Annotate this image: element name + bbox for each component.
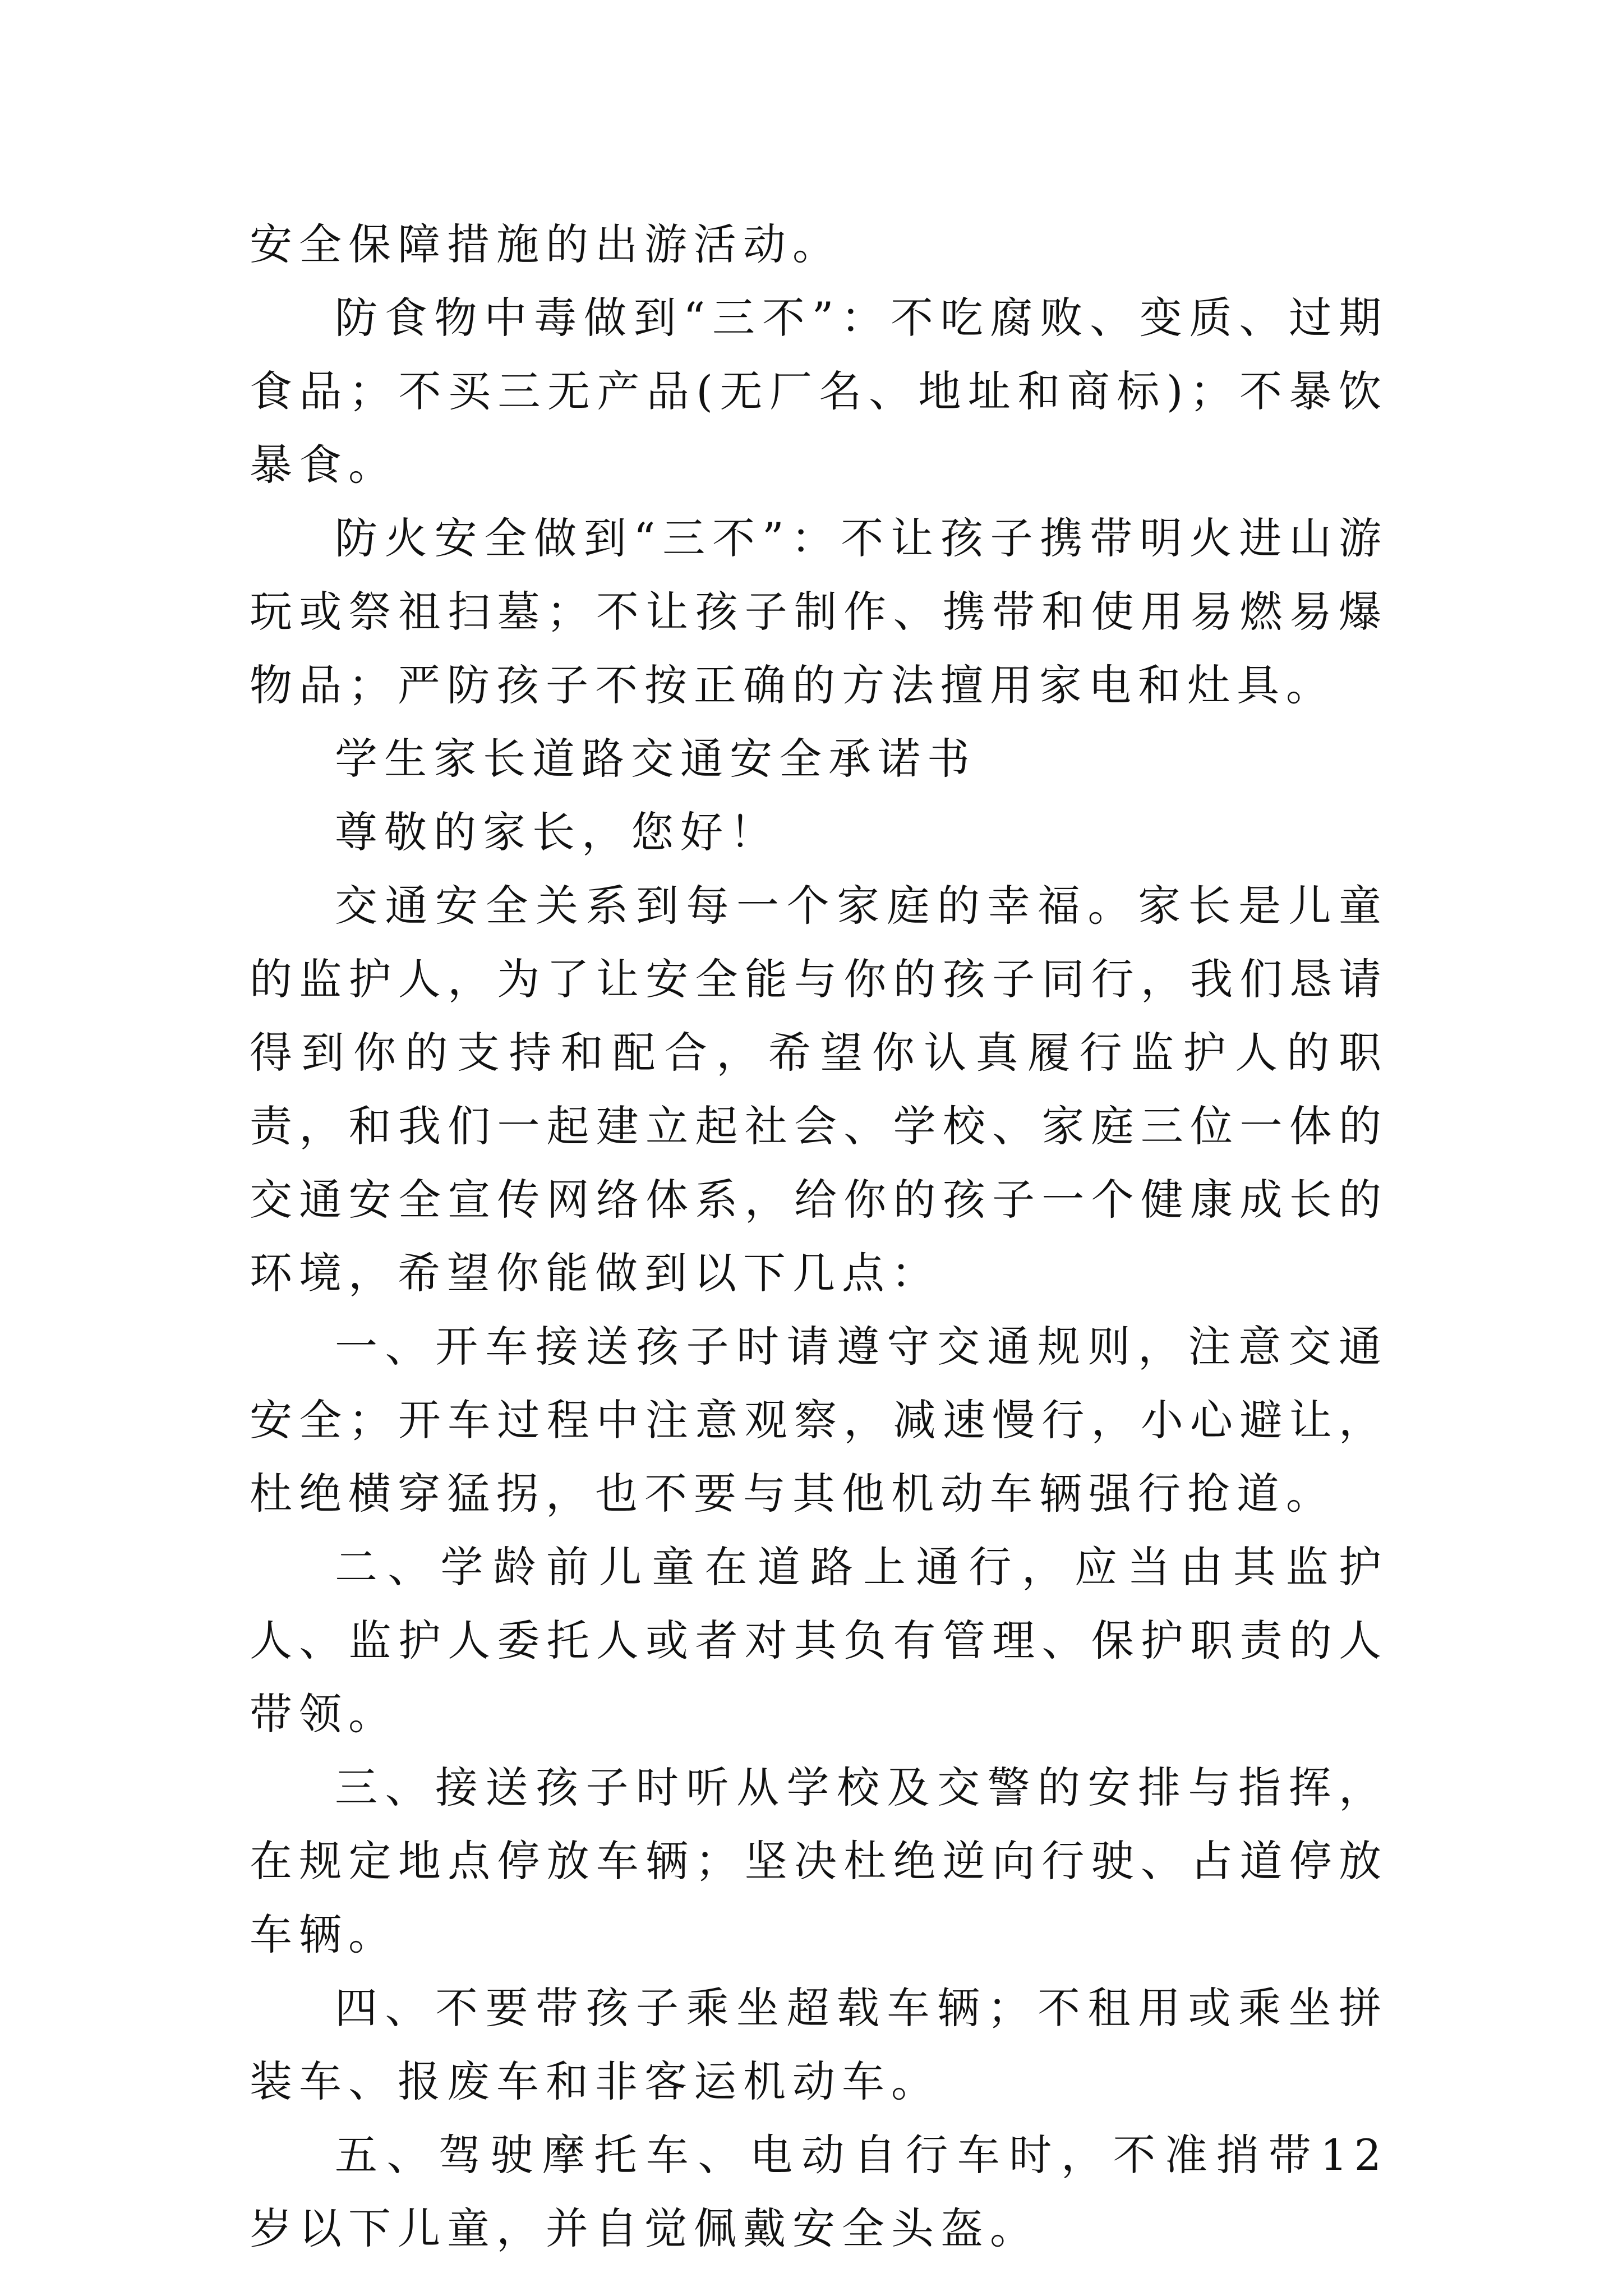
list-item-3: 三、接送孩子时听从学校及交警的安排与指挥，在规定地点停放车辆；坚决杜绝逆向行驶、占道停放车辆。 (250, 1763, 1388, 1959)
list-item-2: 二、学龄前儿童在道路上通行，应当由其监护人、监护人委托人或者对其负有管理、保护职责的人带领。 (250, 1542, 1388, 1739)
section-heading: 学生家长道路交通安全承诺书 (335, 734, 976, 784)
list-item-1: 一、开车接送孩子时请遵守交通规则，注意交通安全；开车过程中注意观察，减速慢行，小心避让，杜绝横穿猛拐，也不要与其他机动车辆强行抢道。 (250, 1322, 1388, 1519)
paragraph-food-poisoning: 防食物中毒做到“三不”：不吃腐败、变质、过期食品；不买三无产品(无厂名、地址和商标)；不暴饮暴食。 (250, 293, 1388, 490)
document-body (250, 208, 1388, 2265)
salutation: 尊敬的家长，您好！ (335, 807, 779, 857)
paragraph-fire-safety: 防火安全做到“三不”：不让孩子携带明火进山游玩或祭祖扫墓；不让孩子制作、携带和使用易燃易爆物品；严防孩子不按正确的方法擅用家电和灶具。 (250, 513, 1388, 710)
paragraph-intro: 交通安全关系到每一个家庭的幸福。家长是儿童的监护人，为了让安全能与你的孩子同行，我们恳请得到你的支持和配合，希望你认真履行监护人的职责，和我们一起建立起社会、学校、家庭三位一体的交通安全宣传网络体系，给你的孩子一个健康成长的环境，希望你能做到以下几点： (250, 881, 1388, 1298)
paragraph-continuation: 安全保障措施的出游活动。 (250, 219, 842, 269)
list-item-4: 四、不要带孩子乘坐超载车辆；不租用或乘坐拼装车、报废车和非客运机动车。 (250, 1983, 1388, 2106)
list-item-5: 五、驾驶摩托车、电动自行车时，不准捎带12岁以下儿童，并自觉佩戴安全头盔。 (250, 2130, 1388, 2253)
